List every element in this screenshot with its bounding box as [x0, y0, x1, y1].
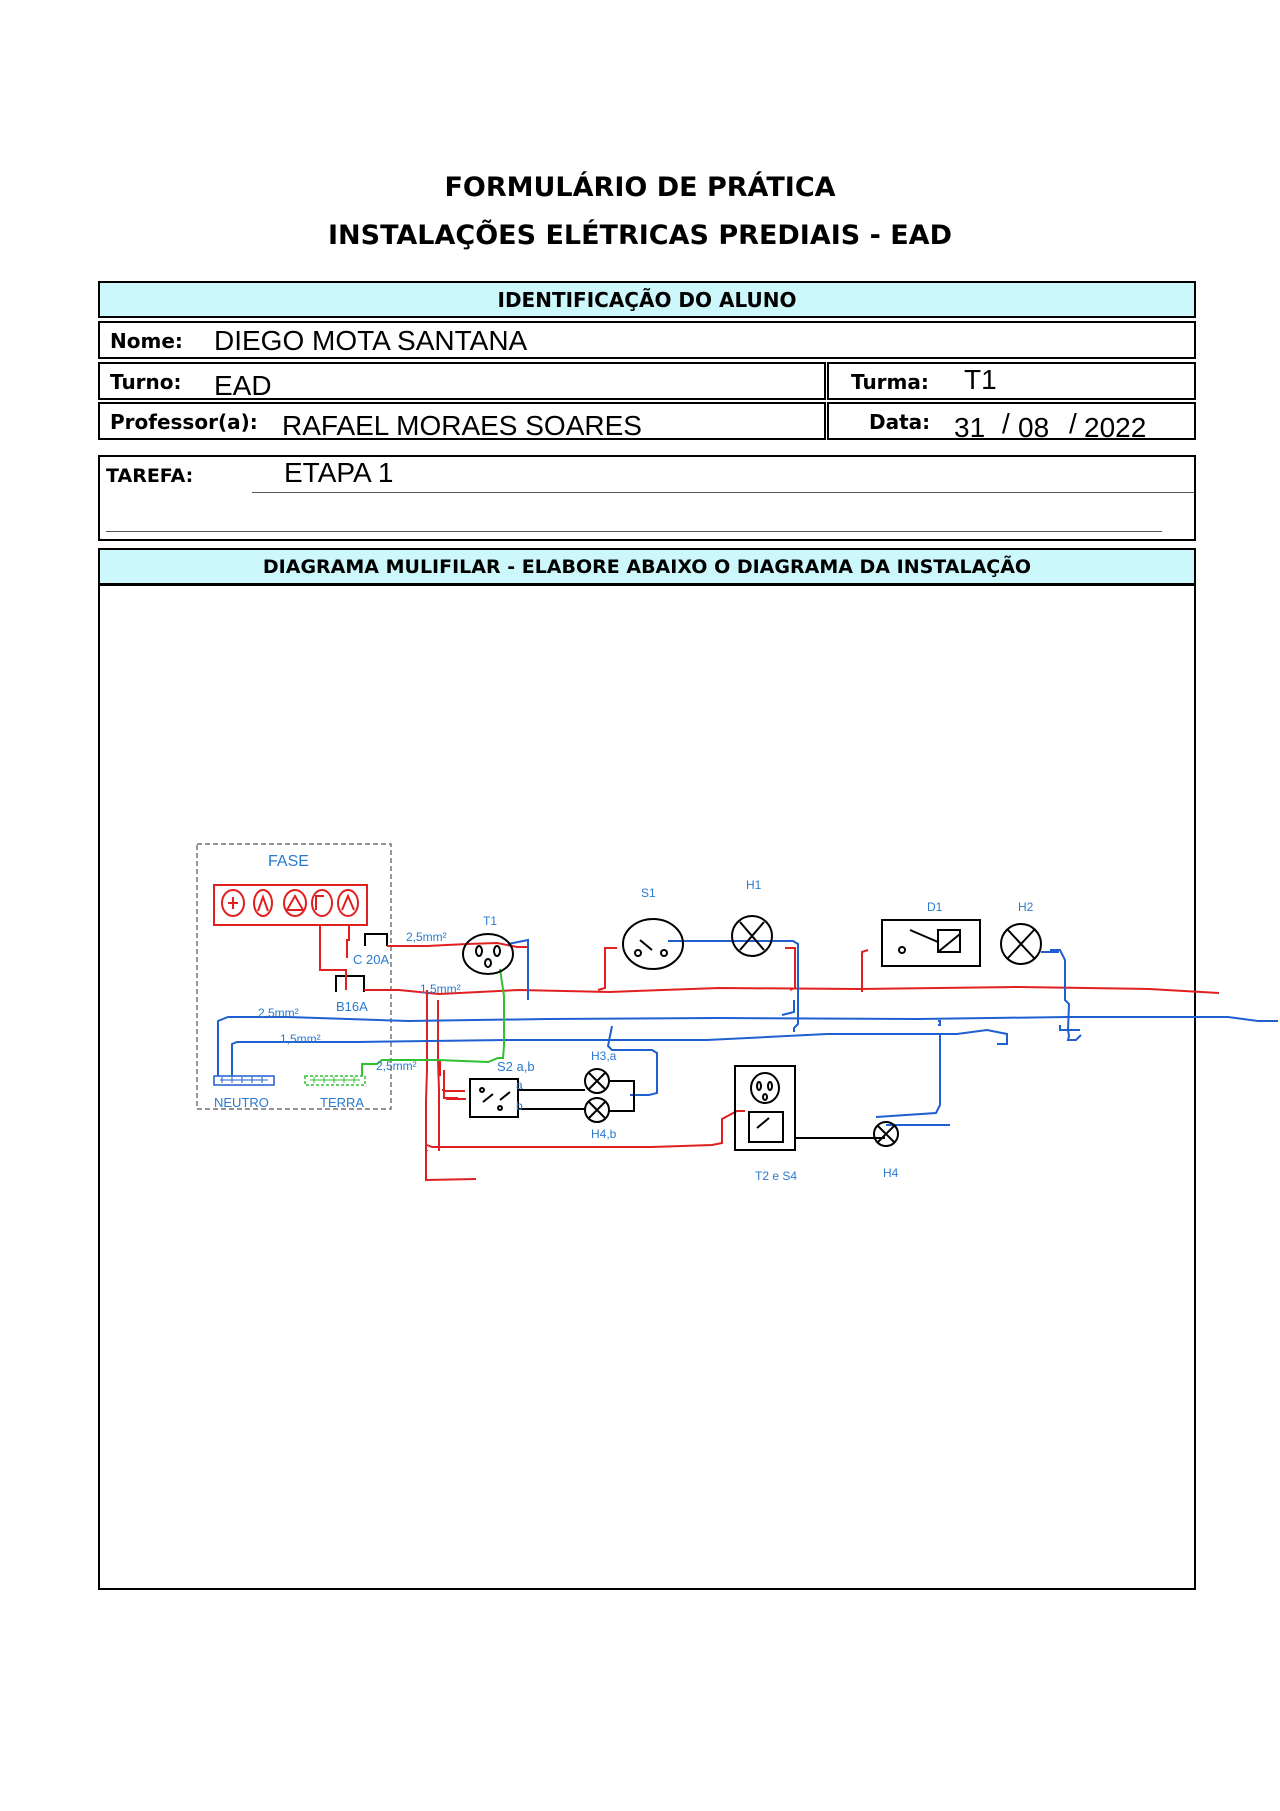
label-t2s4: T2 e S4 [755, 1169, 798, 1183]
nome-value[interactable]: DIEGO MOTA SANTANA [214, 325, 528, 356]
turno-label: Turno: [110, 370, 182, 394]
label-neutro: NEUTRO [214, 1095, 269, 1110]
label-s1: S1 [641, 886, 656, 900]
lamp-h4b [585, 1098, 609, 1122]
label-wire-15-left: 1,5mm² [280, 1032, 321, 1046]
diagram-section-title: DIAGRAMA MULIFILAR - ELABORE ABAIXO O DIAGRAMA DA INSTALAÇÃO [262, 555, 1032, 578]
tarefa-label: TAREFA: [106, 465, 194, 487]
label-wire-25-left: 2,5mm² [258, 1006, 299, 1020]
tarefa-value[interactable]: ETAPA 1 [284, 457, 394, 488]
label-h4: H4 [883, 1166, 899, 1180]
label-b: b [516, 1099, 523, 1113]
switch-s1 [623, 919, 683, 969]
breaker-b16a [336, 976, 364, 992]
label-wire-25-green: 2,5mm² [376, 1059, 417, 1073]
lamp-h1 [732, 916, 772, 956]
label-c20a: C 20A [353, 952, 390, 967]
data-separator-1: / [1002, 408, 1010, 439]
breaker-c20a [365, 934, 387, 946]
data-label: Data: [869, 410, 931, 434]
label-terra: TERRA [320, 1095, 365, 1110]
label-h3a: H3,a [591, 1049, 617, 1063]
label-wire-15-top: 1,5mm² [420, 982, 461, 996]
label-h1: H1 [746, 878, 762, 892]
switch-s2 [470, 1079, 518, 1117]
data-day[interactable]: 31 [954, 412, 986, 443]
nome-label: Nome: [110, 329, 183, 353]
turma-label: Turma: [851, 370, 929, 394]
label-wire-25-top: 2,5mm² [406, 930, 447, 944]
data-separator-2: / [1069, 408, 1077, 439]
label-fase: FASE [268, 853, 309, 870]
label-h2: H2 [1018, 900, 1034, 914]
label-h4b: H4,b [591, 1127, 617, 1141]
label-d1: D1 [927, 900, 943, 914]
lamp-h3 [585, 1069, 609, 1093]
professor-label: Professor(a): [110, 410, 258, 434]
page-title-line2: INSTALAÇÕES ELÉTRICAS PREDIAIS - EAD [328, 220, 952, 251]
outlet-t1 [463, 934, 513, 974]
lamp-h2 [1001, 924, 1041, 964]
outlet-switch-t2-s4 [735, 1066, 885, 1150]
data-year[interactable]: 2022 [1084, 412, 1147, 443]
label-a: a [516, 1078, 523, 1092]
student-section-title: IDENTIFICAÇÃO DO ALUNO [497, 287, 797, 312]
label-b16a: B16A [336, 999, 368, 1014]
turma-value[interactable]: T1 [964, 364, 997, 395]
professor-value[interactable]: RAFAEL MORAES SOARES [282, 410, 642, 441]
page-title-line1: FORMULÁRIO DE PRÁTICA [444, 172, 836, 203]
phase-bus-terminals [222, 890, 358, 916]
label-t1: T1 [483, 914, 498, 928]
data-month[interactable]: 08 [1018, 412, 1050, 443]
label-s2ab: S2 a,b [497, 1059, 535, 1074]
dimmer-d1 [882, 920, 980, 966]
neutral-wires [218, 940, 1278, 1125]
turno-value[interactable]: EAD [214, 370, 272, 401]
